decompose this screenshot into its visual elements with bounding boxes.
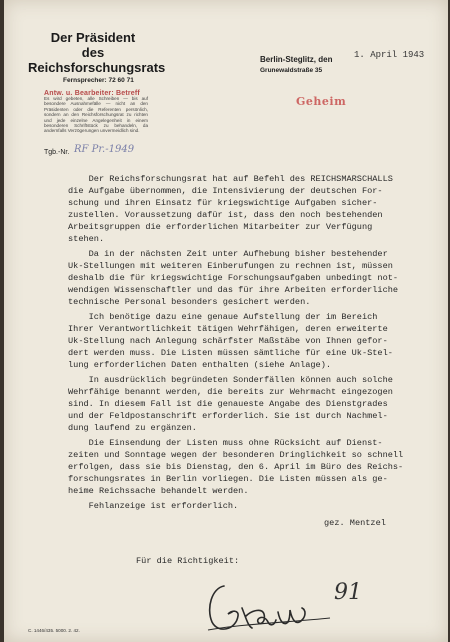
body-line: forschungsrates in Berlin vorliegen. Die Listen müssen als ge- bbox=[68, 474, 388, 484]
body-line: zeiten und Sonntage wegen der besonderen Dringlichkeit so schnell bbox=[68, 450, 404, 461]
body-line: dert werden muss. Die Listen müssen sämtliche für eine Uk-Stel- bbox=[68, 347, 393, 358]
body-line: erfolgen, dass sie bis Dienstag, den 6. April im Büro des Reichs- bbox=[68, 462, 404, 473]
body-line: sind. In diesem Fall ist die genaueste Angabe des Dienstgrades bbox=[68, 399, 388, 409]
body-line: technische Personal besonders gesichert werden. bbox=[68, 296, 311, 307]
body-line: Uk-Stellungen mit weiteren Einberufungen zu rechnen ist, müssen bbox=[68, 260, 393, 271]
body-line: wendigen Wissenschaftler und das für ihre Arbeiten erforderliche bbox=[68, 284, 399, 295]
secret-stamp: Geheim bbox=[296, 95, 347, 108]
form-footer: C. 1446/435. 5000. 2. 42. bbox=[28, 628, 80, 633]
body-line: Fehlanzeige ist erforderlich. bbox=[68, 501, 239, 512]
letter-page bbox=[4, 0, 448, 642]
body-line: Der Reichsforschungsrat hat auf Befehl des REICHSMARSCHALLS bbox=[68, 174, 393, 184]
phone-number: Fernsprecher: 72 60 71 bbox=[63, 77, 134, 84]
handwritten-number: 91 bbox=[334, 580, 362, 605]
letterhead-line-1: Der Präsident bbox=[50, 30, 136, 45]
signed-by: gez. Mentzel bbox=[324, 518, 386, 528]
street-address: Grunewaldstraße 35 bbox=[260, 67, 323, 74]
letterhead bbox=[28, 30, 166, 75]
journal-number-handwritten: RF Pr.-1949 bbox=[74, 144, 135, 155]
letterhead-line-3: Reichsforschungsrats bbox=[28, 60, 166, 75]
body-line: Die Einsendung der Listen muss ohne Rücksicht auf Dienst- bbox=[68, 438, 383, 449]
body-line: deshalb die für kriegswichtige Forschungsaufgaben unbedingt not- bbox=[68, 272, 399, 283]
body-line: Uk-Stellung nach Anlegung schärfster Maßstäbe von Ihnen gefor- bbox=[68, 335, 388, 346]
body-line: Arbeitsgruppen die erforderlichen Mitarbeiter zur Verfügung bbox=[68, 221, 373, 232]
letter-date: 1. April 1943 bbox=[354, 50, 425, 60]
body-line: Ihrer Verantwortlichkeit tätigen Wehrfähigen, deren erweiterte bbox=[68, 324, 388, 334]
body-line: zustellen. Voraussetzung dafür ist, dass den noch bestehenden bbox=[68, 209, 383, 220]
body-line: heime Reichssache behandelt werden. bbox=[68, 485, 249, 496]
body-line: schung und ihren Einsatz für kriegswichtige Aufgaben sicher- bbox=[68, 197, 378, 208]
body-line: Ich benötige dazu eine genaue Aufstellung der im Bereich bbox=[68, 312, 378, 323]
place-line: Berlin-Steglitz, den bbox=[260, 55, 333, 64]
reference-stamp: Antw. u. Bearbeiter: Betreff bbox=[44, 90, 140, 97]
body-line: lung erforderlichen Daten enthalten (siehe Anlage). bbox=[68, 359, 332, 370]
letterhead-line-2: des bbox=[81, 45, 105, 60]
journal-number-label: Tgb.-Nr. bbox=[44, 149, 70, 156]
body-line: stehen. bbox=[68, 233, 105, 244]
body-line: und der Feldpostanschrift erforderlich. Sie ist durch Nachmel- bbox=[68, 410, 388, 421]
body-line: dung laufend zu ergänzen. bbox=[68, 422, 197, 433]
body-line: Da in der nächsten Zeit unter Aufhebung bisher bestehender bbox=[68, 249, 388, 259]
body-line: Wehrfähige benannt werden, die bereits zur Wehrmacht eingezogen bbox=[68, 387, 393, 398]
certification-line: Für die Richtigkeit: bbox=[136, 556, 240, 566]
body-line: die Aufgabe übernommen, die Intensivierung der deutschen For- bbox=[68, 185, 383, 196]
body-line: In ausdrücklich begründeten Sonderfällen können auch solche bbox=[68, 375, 393, 386]
correspondence-notice: Es wird gebeten, alle Schreiben — bis auf besondere Ausnahmefälle — nicht an den Präsidenten oder die Referenten persönlich, sondern an den Reichsforschungsrat zu richten und jede einzelne Angelegenheit in einem besonderen Schriftstück zu behandeln, da andernfalls Verzögerungen unvermeidlich sind. bbox=[44, 96, 148, 134]
handwritten-signature bbox=[202, 578, 352, 638]
